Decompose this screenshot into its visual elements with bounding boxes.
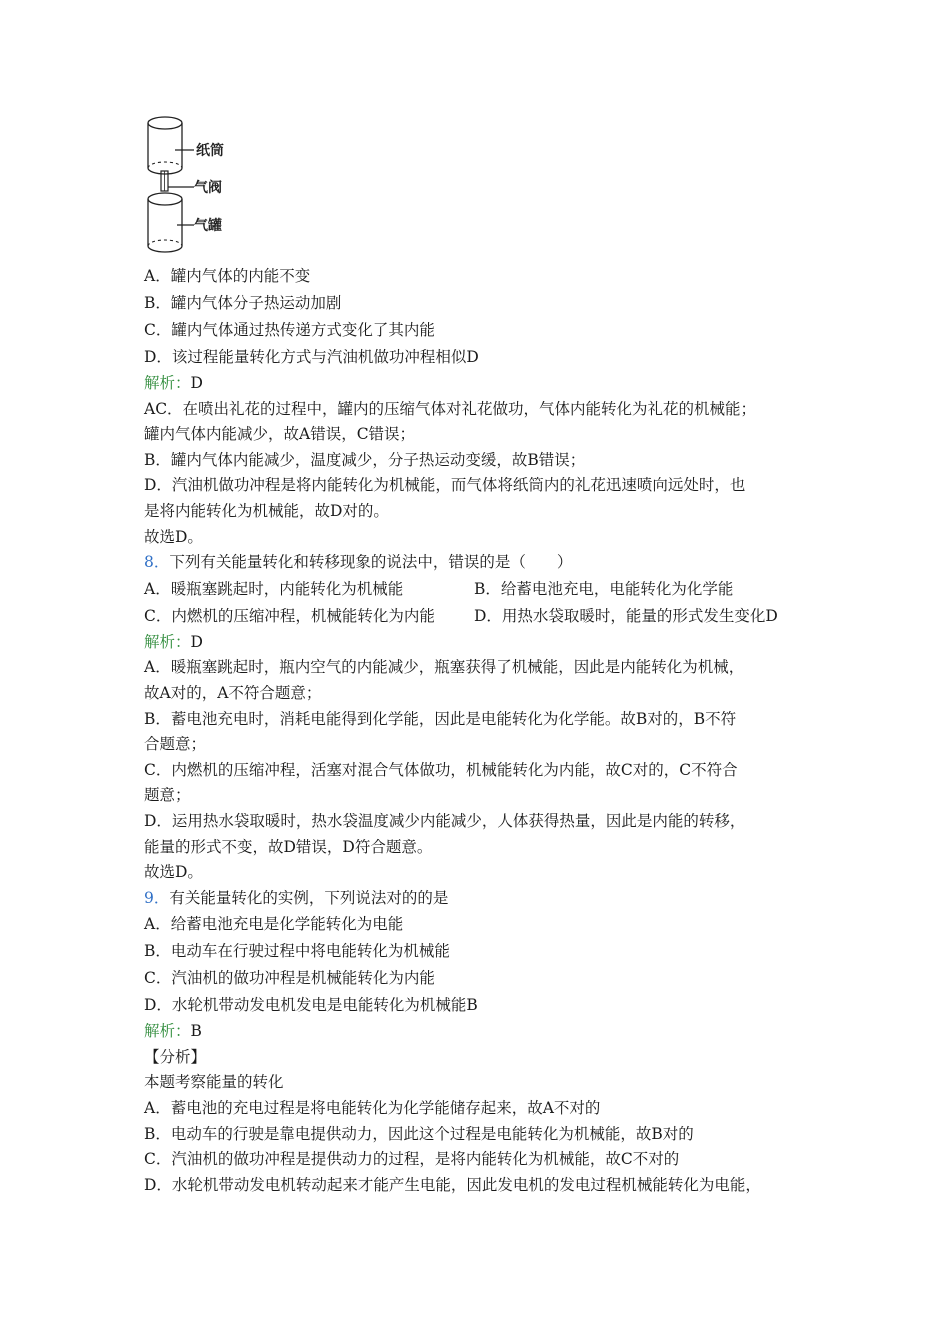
- q9-explanation-line: 本题考察能量的转化: [144, 1073, 284, 1092]
- label-paper-tube: 纸筒: [196, 143, 224, 159]
- q9-answer-value: B: [190, 1022, 202, 1041]
- q8-option-b: B．给蓄电池充电，电能转化为化学能: [474, 579, 734, 598]
- q8-explanation-line: 故A对的，A不符合题意；: [144, 683, 322, 702]
- q7-option-a: A．罐内气体的内能不变: [144, 267, 311, 285]
- q8-explanation-line: D．运用热水袋取暖时，热水袋温度减少内能减少，人体获得热量，因此是内能的转移，: [144, 811, 746, 830]
- q8-answer-label: 解析：: [144, 632, 191, 651]
- q9-option-b: B．电动车在行驶过程中将电能转化为机械能: [144, 942, 450, 961]
- q7-explanation-line: B．罐内气体内能减少，温度减少，分子热运动变缓，故B错误；: [144, 450, 586, 469]
- q7-explanation-line: AC．在喷出礼花的过程中，罐内的压缩气体对礼花做功，气体内能转化为礼花的机械能；: [144, 399, 757, 418]
- q9-explanation-line: C．汽油机的做功冲程是提供动力的过程，是将内能转化为机械能，故C不对的: [144, 1150, 680, 1169]
- q9-answer: [144, 1019, 824, 1045]
- q8-explanation-line: B．蓄电池充电时，消耗电能得到化学能，因此是电能转化为化学能。故B对的，B不符: [144, 709, 737, 728]
- q7-explanation-line: 罐内气体内能减少，故A错误，C错误；: [144, 425, 416, 444]
- q9-explanation-line: A．蓄电池的充电过程是将电能转化为化学能储存起来，故A不对的: [144, 1099, 601, 1118]
- q8-stem: 下列有关能量转化和转移现象的说法中，错误的是（ ）: [169, 553, 573, 572]
- q7-explanation-line: 故选D。: [144, 527, 203, 546]
- q9-stem: 有关能量转化的实例，下列说法对的的是: [169, 888, 449, 907]
- q7-option-b: B．罐内气体分子热运动加剧: [144, 294, 342, 312]
- q7-option-c: C．罐内气体通过热传递方式变化了其内能: [144, 321, 435, 339]
- q8-explanation-line: 能量的形式不变，故D错误，D符合题意。: [144, 837, 433, 856]
- q9-explanation-line: B．电动车的行驶是靠电提供动力，因此这个过程是电能转化为机械能，故B对的: [144, 1124, 694, 1143]
- q8-explanation-line: A．暖瓶塞跳起时，瓶内空气的内能减少，瓶塞获得了机械能，因此是内能转化为机械，: [144, 658, 745, 677]
- q7-answer: [144, 371, 824, 397]
- q9-option-d: D．水轮机带动发电机发电是电能转化为机械能B: [144, 996, 478, 1015]
- q8-options-row-1: [144, 576, 824, 603]
- q8-stem-line: [144, 550, 824, 576]
- q8-explanation-line: 题意；: [144, 786, 191, 805]
- q9-answer-label: 解析：: [144, 1022, 191, 1041]
- q8-answer: [144, 630, 824, 656]
- q9-stem-line: [144, 886, 824, 912]
- content: [144, 108, 824, 1198]
- q9-explanation-line: D．水轮机带动发电机转动起来才能产生电能，因此发电机的发电过程机械能转化为电能，: [144, 1175, 761, 1194]
- q7-explanation-line: 是将内能转化为机械能，故D对的。: [144, 501, 389, 520]
- q8-number: 8．: [144, 553, 170, 572]
- q7-answer-label: 解析：: [144, 374, 191, 392]
- q8-answer-value: D: [190, 632, 203, 651]
- q9-option-c: C．汽油机的做功冲程是机械能转化为内能: [144, 969, 435, 988]
- q7-explanation-line: D．汽油机做功冲程是将内能转化为机械能，而气体将纸筒内的礼花迅速喷向远处时，也: [144, 476, 746, 495]
- q8-option-a: A．暖瓶塞跳起时，内能转化为机械能: [144, 579, 404, 598]
- label-gas-can: 气罐: [194, 218, 222, 234]
- q8-explanation-line: C．内燃机的压缩冲程，活塞对混合气体做功，机械能转化为内能，故C对的，C不符合: [144, 760, 738, 779]
- gas-can-figure: [144, 108, 284, 263]
- q8-options-row-2: [144, 603, 824, 630]
- q7-answer-value: D: [190, 374, 203, 392]
- q9-option-a: A．给蓄电池充电是化学能转化为电能: [144, 915, 404, 934]
- q8-explanation-line: 故选D。: [144, 863, 203, 882]
- q8-option-c: C．内燃机的压缩冲程，机械能转化为内能: [144, 606, 435, 625]
- q9-number: 9．: [144, 888, 170, 907]
- q8-option-d: D．用热水袋取暖时，能量的形式发生变化D: [474, 606, 778, 625]
- q7-option-d: D．该过程能量转化方式与汽油机做功冲程相似D: [144, 348, 479, 366]
- q8-explanation-line: 合题意；: [144, 735, 207, 754]
- label-valve: 气阀: [194, 180, 222, 196]
- q9-explanation-line: 【分析】: [144, 1047, 207, 1066]
